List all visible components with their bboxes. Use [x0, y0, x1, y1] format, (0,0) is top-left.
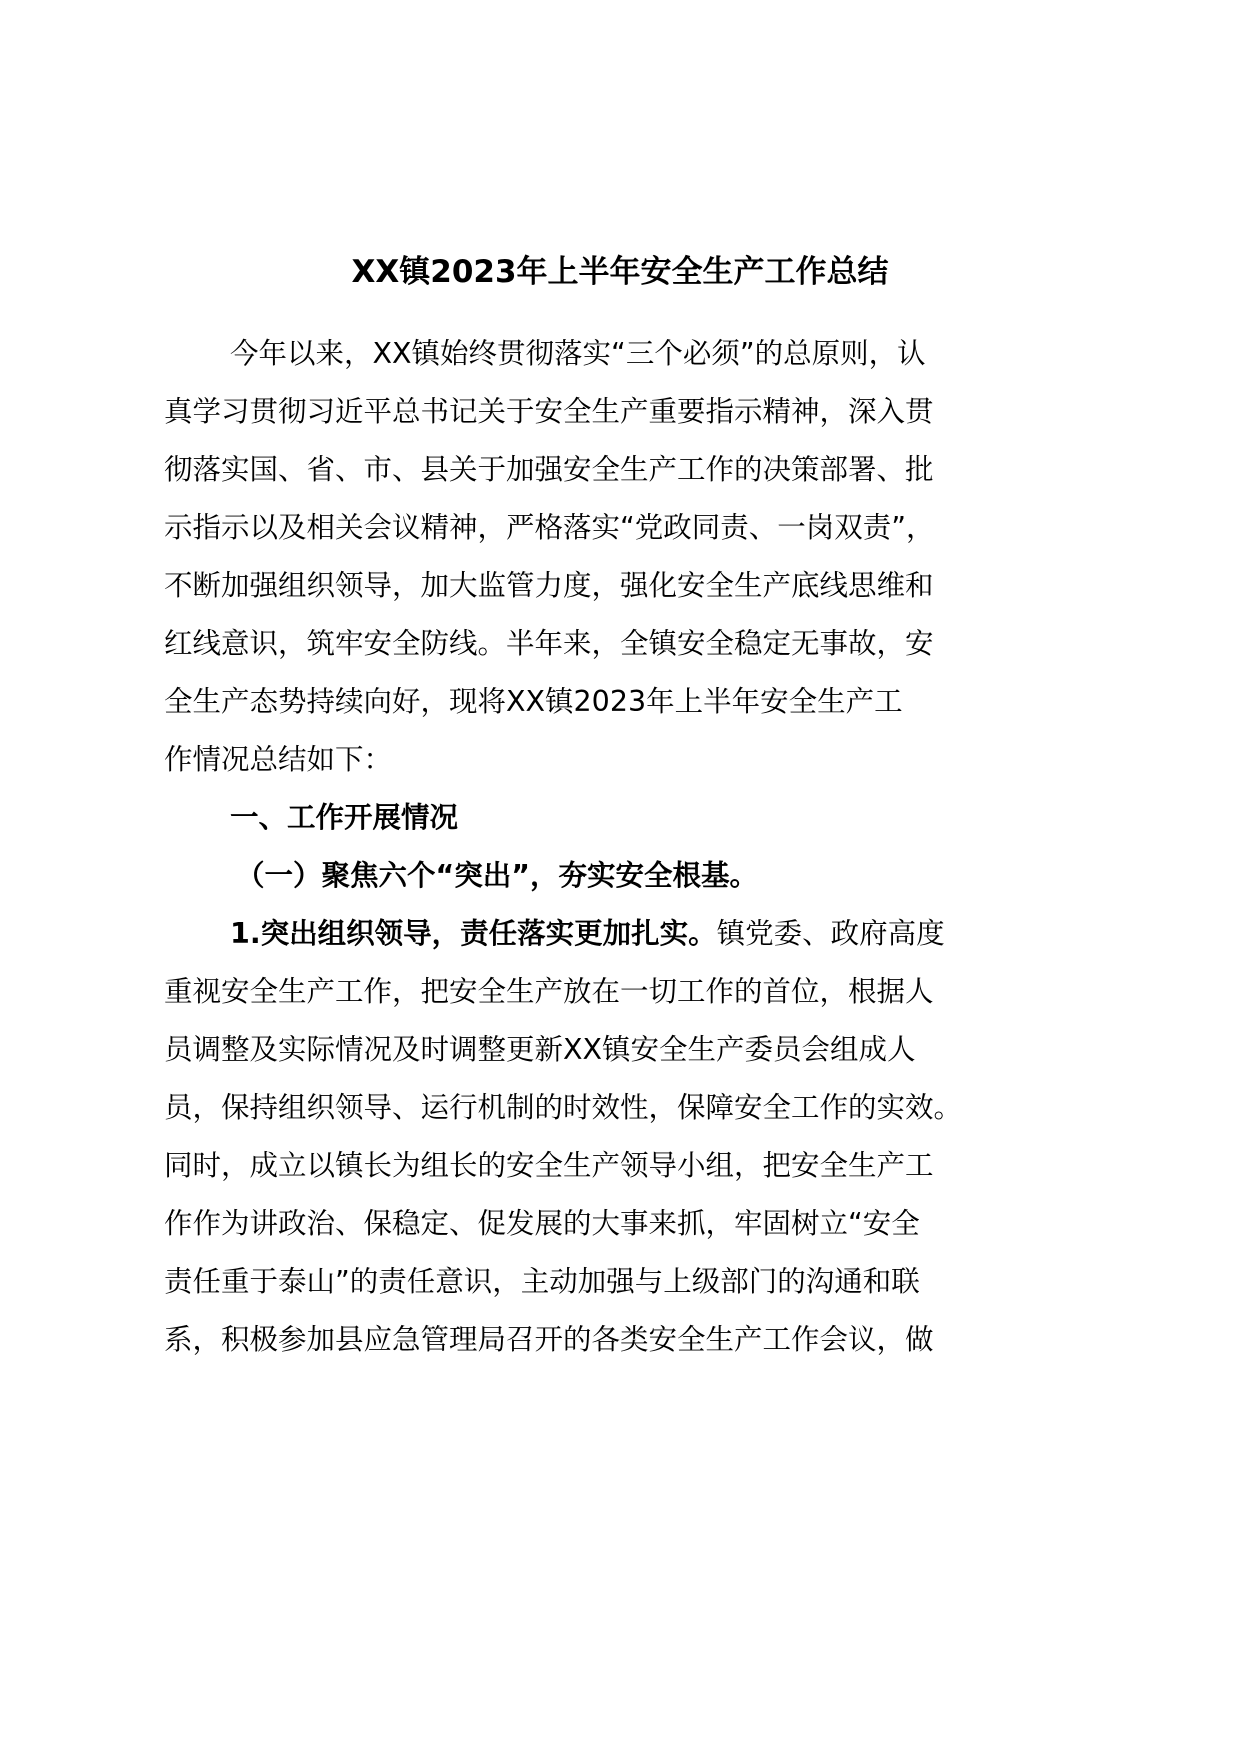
- paragraph-line: 同时，成立以镇长为组长的安全生产领导小组，把安全生产工: [164, 1149, 934, 1182]
- paragraph-line: 真学习贯彻习近平总书记关于安全生产重要指示精神，深入贯: [164, 395, 934, 428]
- paragraph-line: 责任重于泰山”的责任意识，主动加强与上级部门的沟通和联: [164, 1265, 920, 1298]
- paragraph-line: 红线意识，筑牢安全防线。半年来，全镇安全稳定无事故，安: [164, 627, 934, 660]
- section-heading: 一、工作开展情况: [230, 801, 459, 834]
- paragraph-line: 员，保持组织领导、运行机制的时效性，保障安全工作的实效。: [164, 1091, 963, 1124]
- item-lead: 1.突出组织领导，责任落实更加扎实。: [230, 917, 717, 950]
- paragraph-line: 作作为讲政治、保稳定、促发展的大事来抓，牢固树立“安全: [164, 1207, 920, 1240]
- paragraph-line: 重视安全生产工作，把安全生产放在一切工作的首位，根据人: [164, 975, 934, 1008]
- item-first-line: [230, 912, 1170, 956]
- paragraph-line: 不断加强组织领导，加大监管力度，强化安全生产底线思维和: [164, 569, 934, 602]
- paragraph-line: 今年以来，XX镇始终贯彻落实“三个必须”的总原则，认: [230, 337, 926, 370]
- subsection-heading: （一）聚焦六个“突出”，夯实安全根基。: [236, 859, 758, 892]
- paragraph-line: 彻落实国、省、市、县关于加强安全生产工作的决策部署、批: [164, 453, 934, 486]
- paragraph-line: 示指示以及相关会议精神，严格落实“党政同责、一岗双责”，: [164, 511, 935, 544]
- paragraph-line: 员调整及实际情况及时调整更新XX镇安全生产委员会组成人: [164, 1033, 916, 1066]
- paragraph-line: 作情况总结如下：: [164, 743, 393, 776]
- paragraph-line: 系，积极参加县应急管理局召开的各类安全生产工作会议，做: [164, 1323, 934, 1356]
- item-lead-rest: 镇党委、政府高度: [716, 917, 945, 950]
- document-title: XX镇2023年上半年安全生产工作总结: [351, 254, 889, 290]
- paragraph-line: 全生产态势持续向好，现将XX镇2023年上半年安全生产工: [164, 685, 903, 718]
